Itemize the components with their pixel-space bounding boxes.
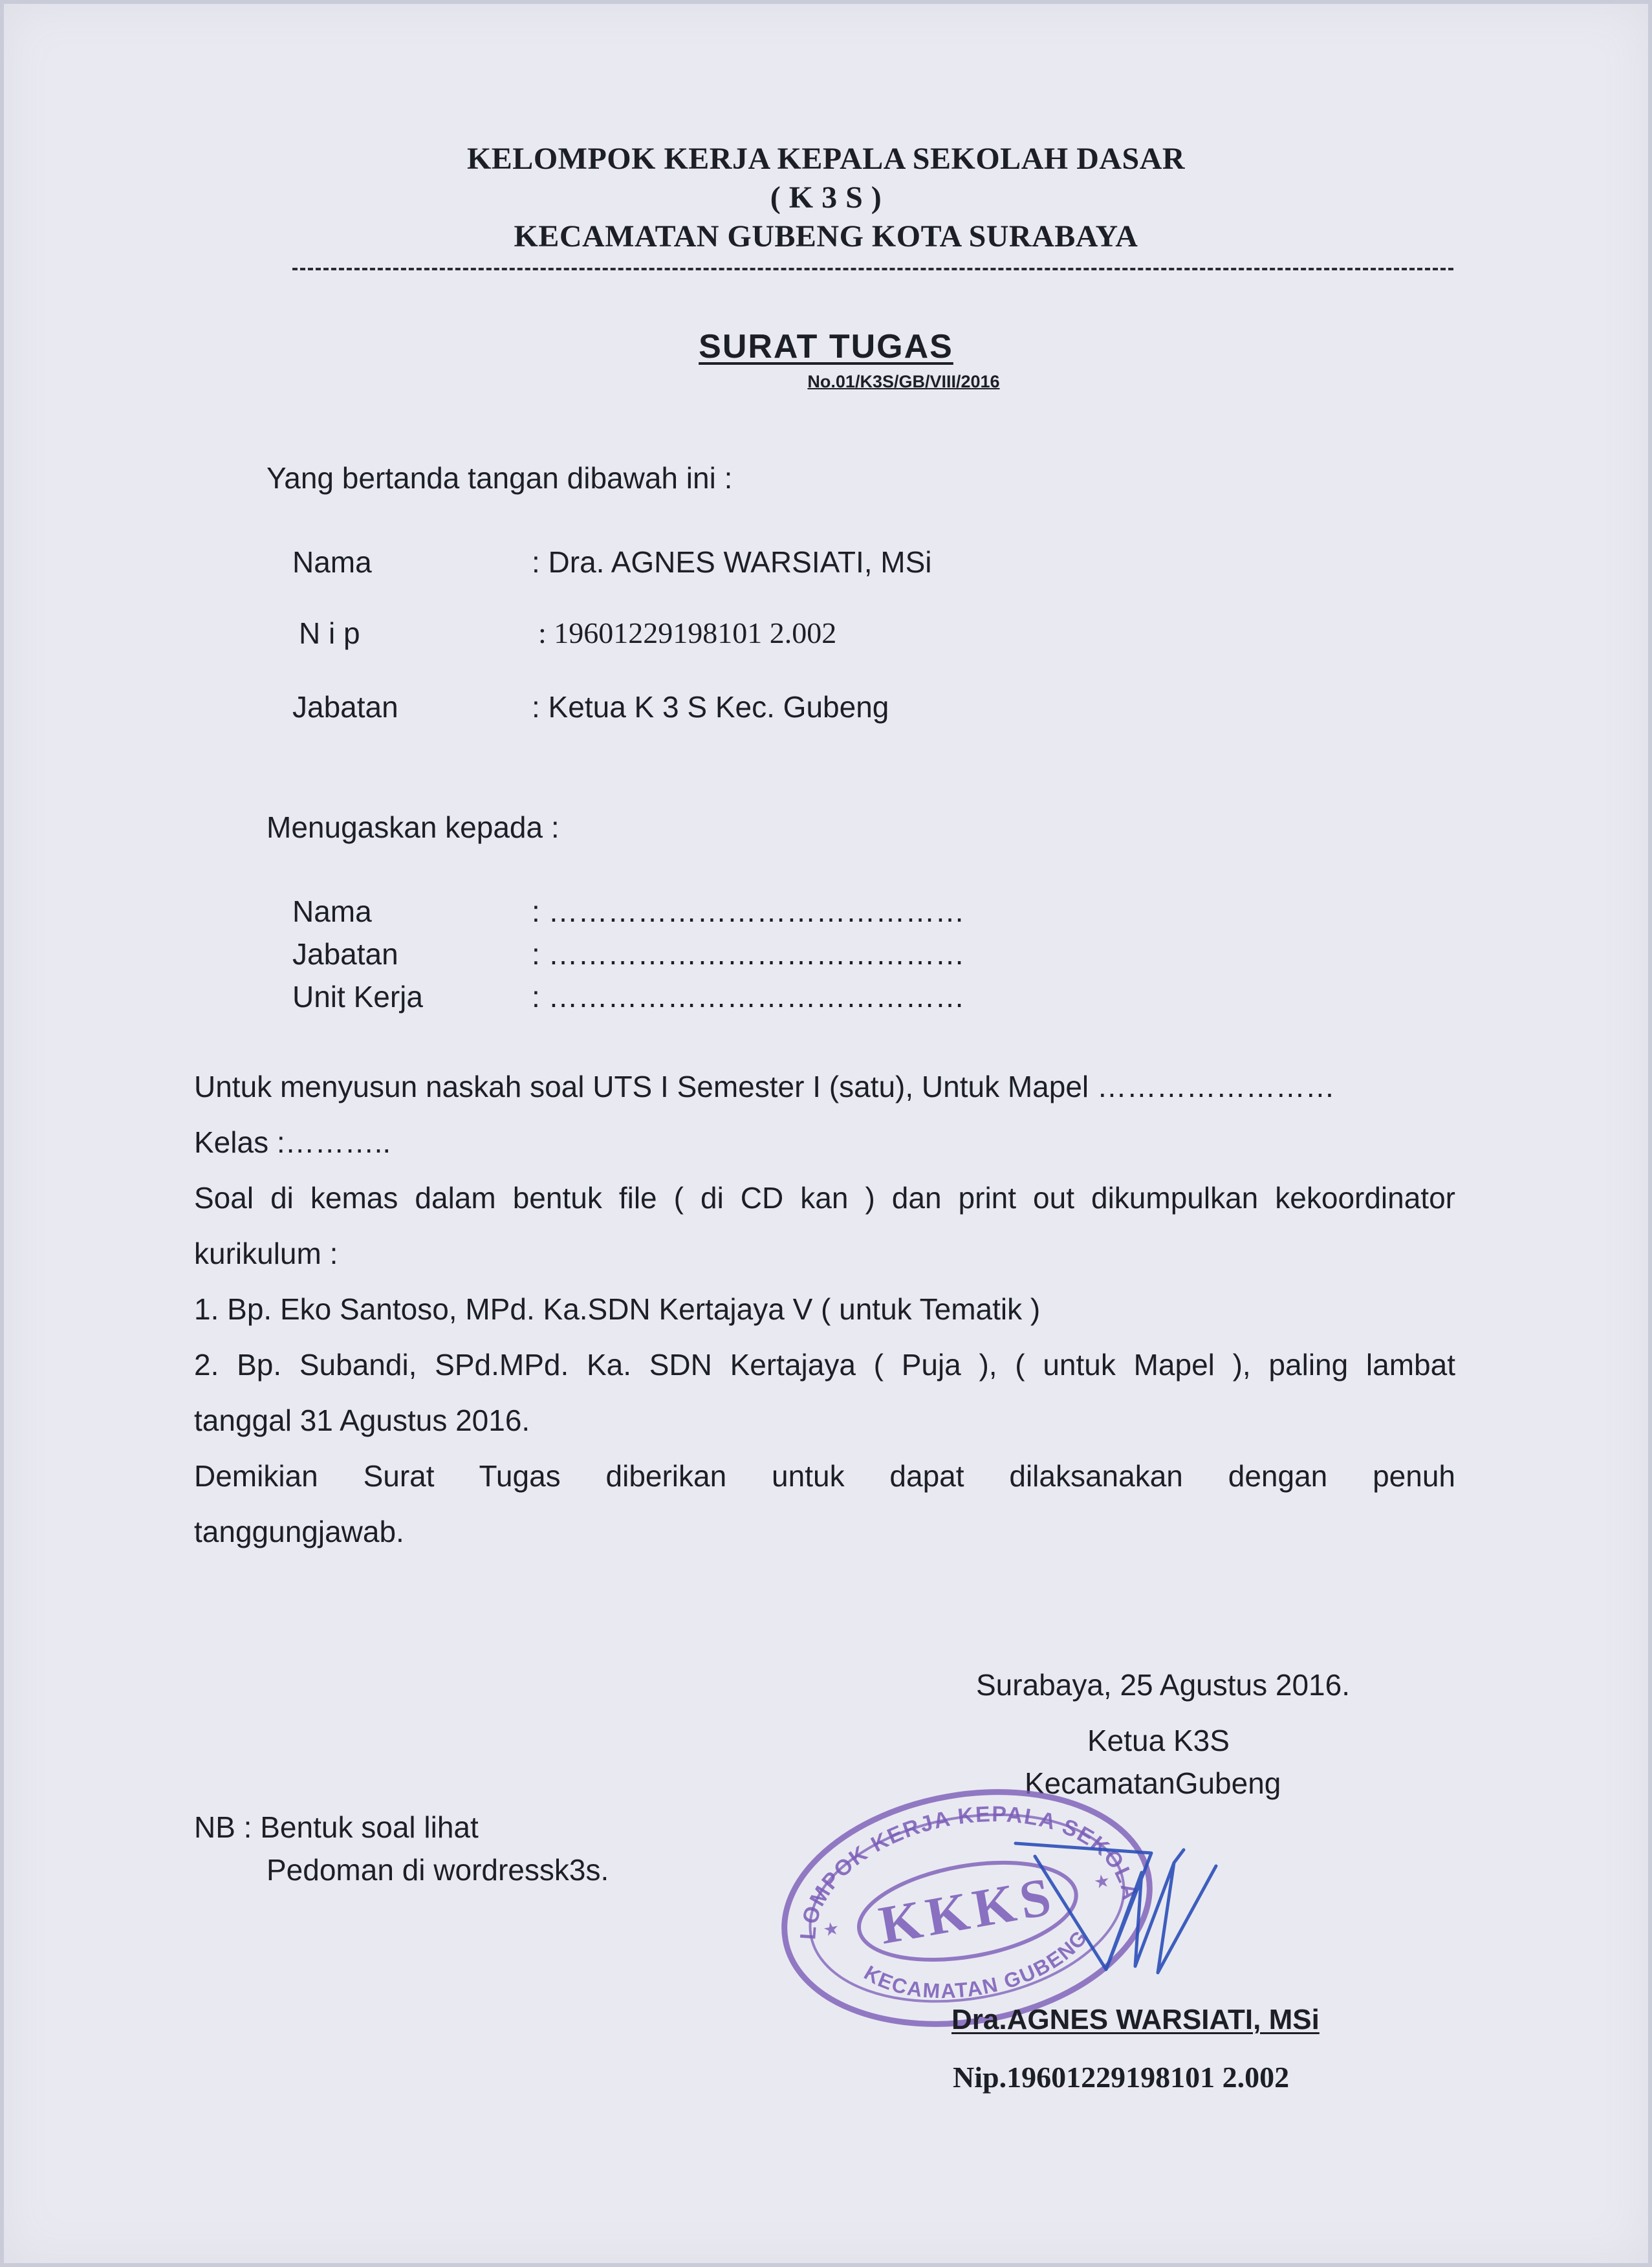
signatory-nip: Nip.19601229198101 2.002 — [953, 2061, 1290, 2094]
body-line-responsibility: tanggungjawab. — [194, 1515, 404, 1548]
signer-nip-label: N i p — [299, 616, 360, 650]
assignee-unit-value: : …………………………………… — [532, 980, 965, 1014]
assign-intro: Menugaskan kepada : — [266, 810, 560, 844]
place-date: Surabaya, 25 Agustus 2016. — [976, 1668, 1350, 1702]
letter-number: No.01/K3S/GB/VIII/2016 — [807, 372, 1000, 391]
body-line-coordinator-1: 1. Bp. Eko Santoso, MPd. Ka.SDN Kertajaya V ( untuk Tematik ) — [194, 1292, 1041, 1326]
signer-intro: Yang bertanda tangan dibawah ini : — [266, 461, 733, 495]
body-line-curriculum: kurikulum : — [194, 1237, 338, 1270]
letter-body — [194, 1059, 1455, 1559]
body-line-deadline: tanggal 31 Agustus 2016. — [194, 1404, 530, 1437]
signer-position-value: : Ketua K 3 S Kec. Gubeng — [532, 690, 889, 724]
signer-nip-value: : 19601229198101 2.002 — [538, 616, 837, 649]
body-line-class: Kelas :……….. — [194, 1125, 391, 1159]
assignee-name-label: Nama — [292, 895, 372, 928]
letterhead-district: KECAMATAN GUBENG KOTA SURABAYA — [514, 219, 1138, 254]
body-line-closing: Demikian Surat Tugas diberikan untuk dapat dilaksanakan dengan penuh — [194, 1459, 1455, 1493]
assignee-unit-label: Unit Kerja — [292, 980, 423, 1014]
nb-line-2: Pedoman di wordressk3s. — [266, 1853, 609, 1887]
assignee-position-label: Jabatan — [292, 937, 398, 971]
signer-role: Ketua K3S — [1087, 1724, 1230, 1757]
stamp-top-text: KELOMPOK KERJA KEPALA SEKOLAH — [796, 1802, 1143, 1941]
letterhead-divider — [292, 268, 1453, 270]
letterhead-abbrev: ( K 3 S ) — [770, 180, 882, 215]
body-line-format: Soal di kemas dalam bentuk file ( di CD kan ) dan print out dikumpulkan kekoordinator — [194, 1181, 1455, 1215]
nb-line-1: NB : Bentuk soal lihat — [194, 1810, 479, 1844]
signer-position-label: Jabatan — [292, 690, 398, 724]
signer-name-label: Nama — [292, 545, 372, 579]
body-line-task: Untuk menyusun naskah soal UTS I Semester I (satu), Untuk Mapel …………………… — [194, 1070, 1335, 1103]
signatory-name: Dra.AGNES WARSIATI, MSi — [951, 2004, 1320, 2035]
assignee-name-value: : …………………………………… — [532, 895, 965, 928]
signer-name-value: : Dra. AGNES WARSIATI, MSi — [532, 545, 932, 579]
assignee-position-value: : …………………………………… — [532, 937, 965, 971]
body-line-coordinator-2: 2. Bp. Subandi, SPd.MPd. Ka. SDN Kertajaya ( Puja ), ( untuk Mapel ), paling lambat — [194, 1348, 1455, 1382]
stamp-bottom-text: KECAMATAN GUBENG — [860, 1925, 1092, 2003]
stamp-star-left-icon: ★ — [821, 1918, 842, 1940]
signer-district: KecamatanGubeng — [1025, 1766, 1281, 1800]
letter-title: SURAT TUGAS — [699, 328, 953, 365]
stamp-center-text: KKKS — [875, 1865, 1061, 1957]
handwritten-signature — [1009, 1837, 1242, 1986]
stamp-star-right-icon: ★ — [1092, 1870, 1112, 1893]
letterhead-org: KELOMPOK KERJA KEPALA SEKOLAH DASAR — [466, 142, 1186, 176]
